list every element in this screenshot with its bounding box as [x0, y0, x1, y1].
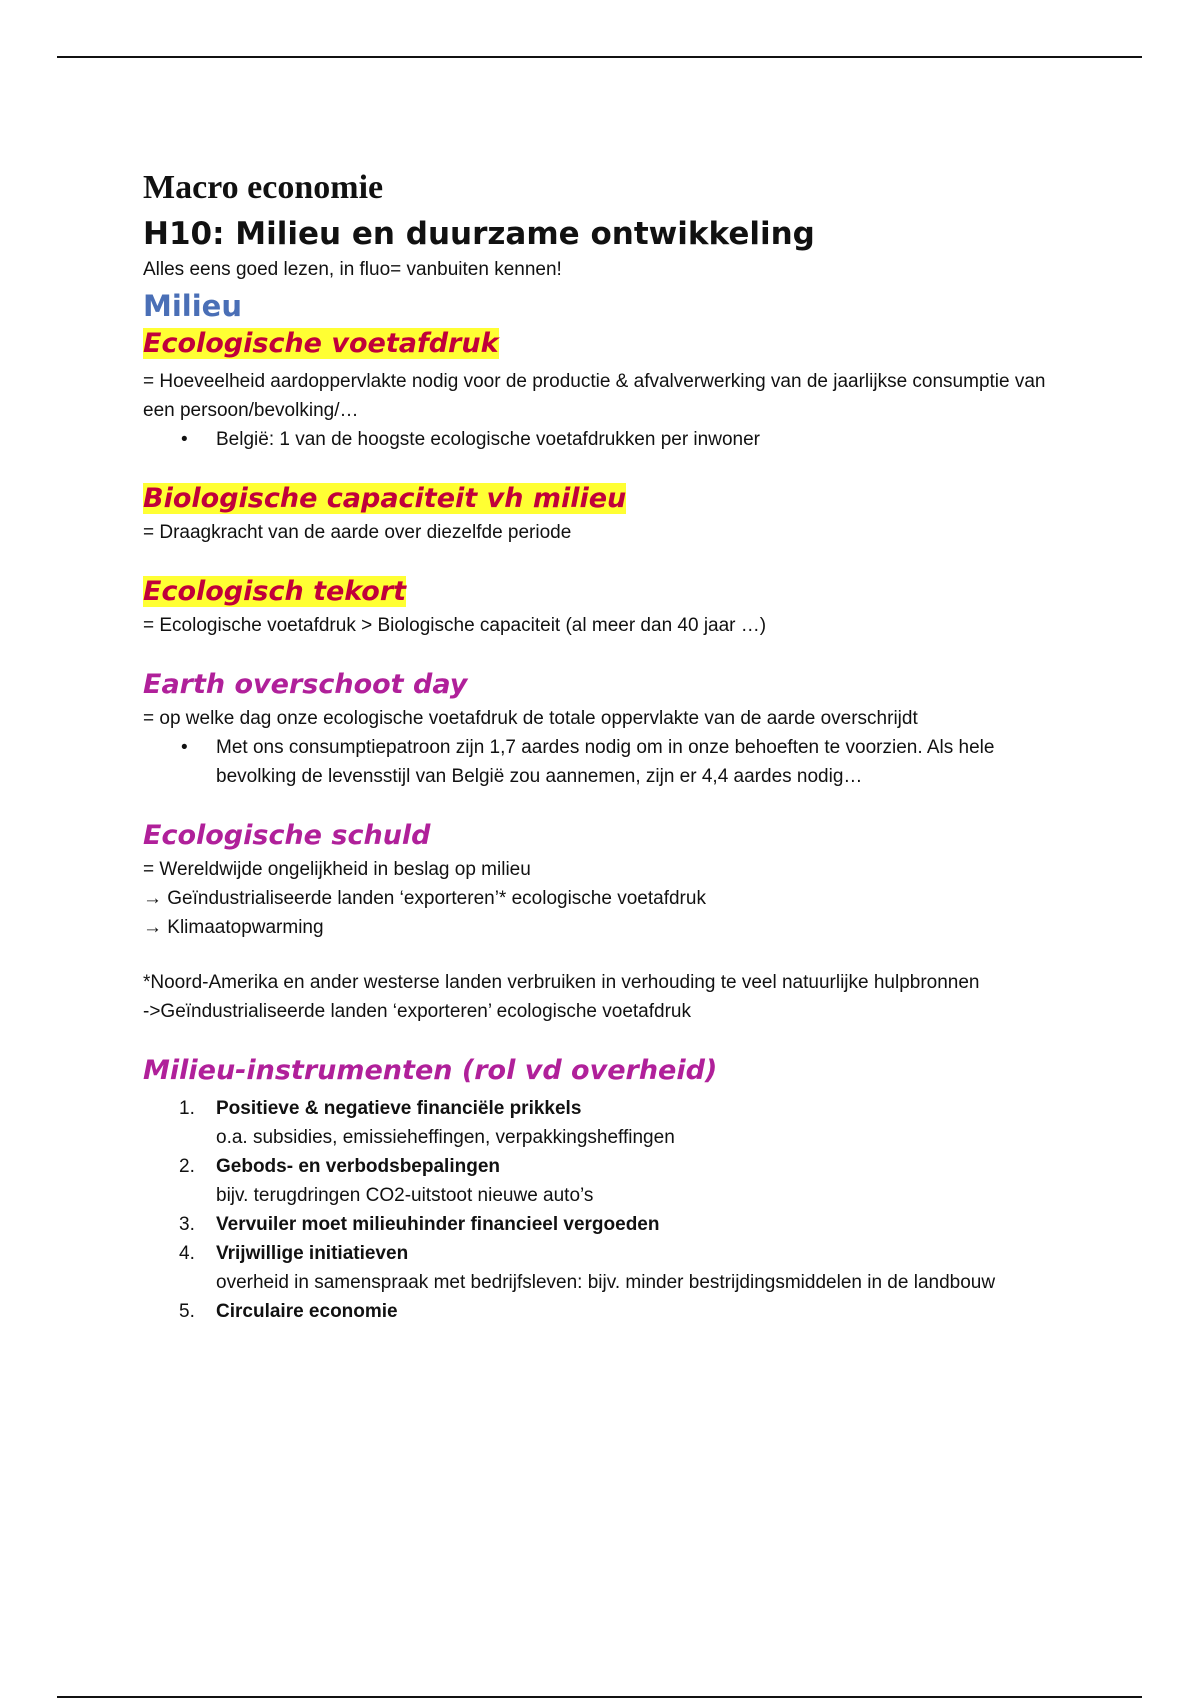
document-title: Macro economie [143, 169, 384, 206]
list-item: 4. Vrijwillige initiatieven overheid in samenspraak met bedrijfsleven: bijv. minder bestrijdingsmiddelen in de landbouw [179, 1243, 996, 1293]
footnote-2: ->Geïndustrialiseerde landen ‘exporteren’ ecologische voetafdruk [143, 1001, 691, 1022]
schuld-arrow-2: → Klimaatopwarming [143, 917, 324, 938]
list-item: 3. Vervuiler moet milieuhinder financieel vergoeden [179, 1214, 660, 1235]
footer-rule [57, 1696, 1142, 1698]
heading-earth-overschoot-day: Earth overschoot day [143, 669, 468, 700]
voetafdruk-list [143, 425, 1073, 454]
heading-ecologisch-tekort: Ecologisch tekort [143, 576, 407, 607]
definition-schuld: = Wereldwijde ongelijkheid in beslag op milieu [143, 859, 531, 880]
list-item: 2. Gebods- en verbodsbepalingen bijv. terugdringen CO2-uitstoot nieuwe auto’s [179, 1156, 594, 1206]
heading-milieu-instrumenten: Milieu-instrumenten (rol vd overheid) [143, 1055, 718, 1086]
instrumenten-list [143, 1094, 1073, 1326]
definition-biocap: = Draagkracht van de aarde over diezelfde periode [143, 522, 572, 543]
list-item: 1. Positieve & negatieve financiële prikkels o.a. subsidies, emissieheffingen, verpakkingsheffingen [179, 1098, 675, 1148]
chapter-title: H10: Milieu en duurzame ontwikkeling [143, 216, 815, 252]
header-rule [57, 56, 1142, 58]
heading-biologische-capaciteit: Biologische capaciteit vh milieu [143, 483, 627, 514]
section-heading-milieu: Milieu [143, 289, 242, 323]
heading-ecologische-voetafdruk: Ecologische voetafdruk [143, 328, 499, 359]
footnote-1: *Noord-Amerika en ander westerse landen verbruiken in verhouding te veel natuurlijke hulpbronnen [143, 972, 980, 993]
definition-tekort: = Ecologische voetafdruk > Biologische capaciteit (al meer dan 40 jaar …) [143, 615, 767, 636]
study-note: Alles eens goed lezen, in fluo= vanbuiten kennen! [143, 259, 562, 280]
list-item: • Met ons consumptiepatroon zijn 1,7 aardes nodig om in onze behoeften te voorzien. Als hele bevolking de levensstijl van België zou aannemen, zijn er 4,4 aardes nodig… [181, 737, 995, 787]
document-body [143, 165, 1073, 1326]
heading-ecologische-schuld: Ecologische schuld [143, 820, 431, 851]
definition-overshoot: = op welke dag onze ecologische voetafdruk de totale oppervlakte van de aarde overschrijdt [143, 708, 918, 729]
overshoot-list [143, 733, 1073, 791]
list-item: • België: 1 van de hoogste ecologische voetafdrukken per inwoner [181, 429, 760, 450]
definition-voetafdruk: = Hoeveelheid aardoppervlakte nodig voor de productie & afvalverwerking van de jaarlijkse consumptie van een persoon/bevolking/… [143, 371, 1046, 421]
schuld-arrow-1: → Geïndustrialiseerde landen ‘exporteren’* ecologische voetafdruk [143, 888, 706, 909]
list-item: 5. Circulaire economie [179, 1301, 398, 1322]
